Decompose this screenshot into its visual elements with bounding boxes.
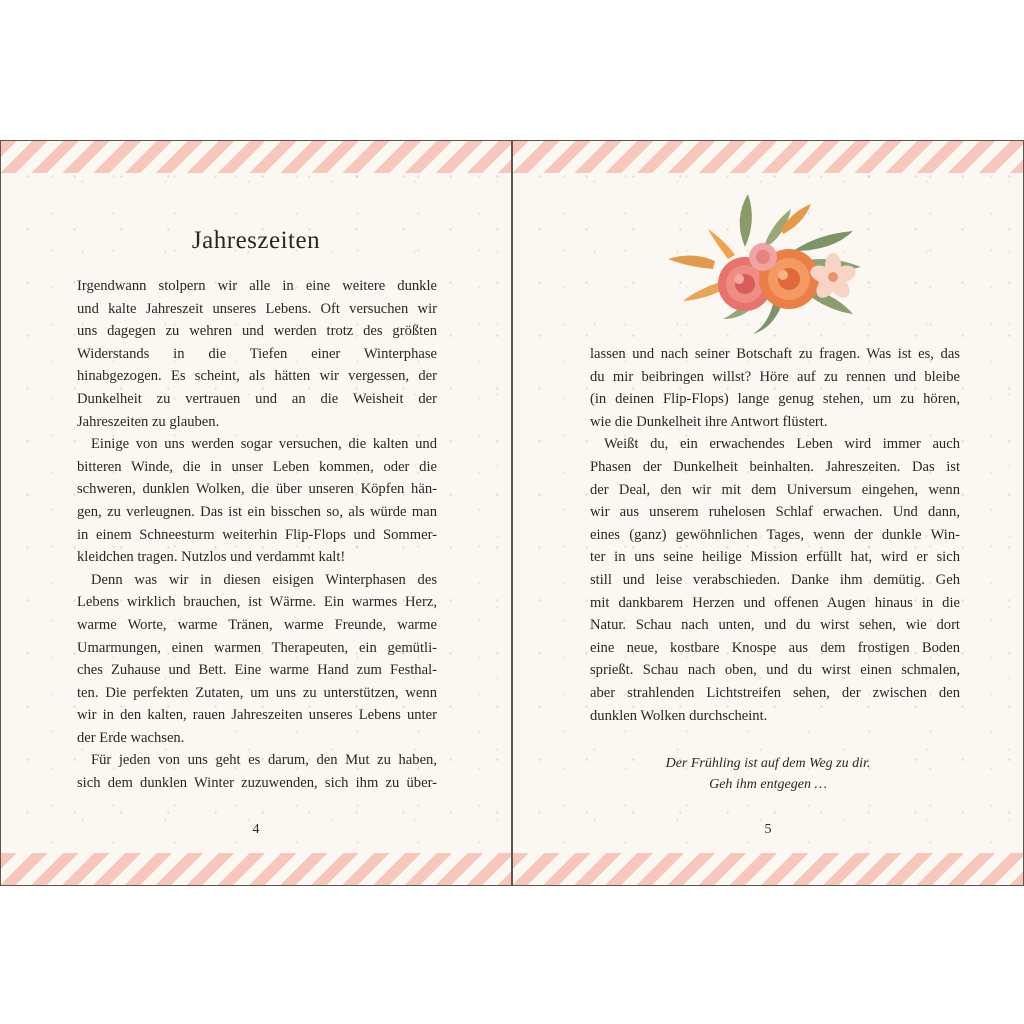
text-line: (in deinen Flip-Flops) lange genug stehen, um zu hören,	[590, 391, 960, 408]
text-line: ten. Die perfekten Zutaten, um uns zu unterstützen, wenn	[77, 684, 437, 701]
left-body-text	[77, 275, 437, 795]
text-line: eine neue, kostbare Knospe aus dem frostigen Boden	[590, 639, 960, 656]
text-line: Dunkelheit zu vertrauen und an die Weisheit der	[77, 390, 437, 407]
text-line: Phasen der Dunkelheit beinhalten. Jahreszeiten. Das ist	[590, 458, 960, 475]
text-line: ter in uns seine heilige Mission erfüllt hat, wird er sich	[590, 549, 960, 566]
text-line: ches Zuhause und Bett. Eine warme Hand zum Festhal-	[77, 662, 437, 679]
text-line: eines (ganz) gewöhnlichen Tages, wenn der dunkle Win-	[590, 526, 960, 543]
text-line: Einige von uns werden sogar versuchen, die kalten und	[91, 436, 437, 453]
flower-bouquet-icon	[653, 189, 893, 339]
text-line: wir aus unserem ruhelosen Schlaf erwachen. Und dann,	[590, 504, 960, 521]
text-line: kleidchen tragen. Nutzlos und verdammt kalt!	[77, 549, 346, 566]
text-line: schweren, dunklen Wolken, die über unseren Köpfen hän-	[77, 481, 437, 498]
top-stripe-border	[513, 141, 1023, 173]
bottom-stripe-border	[513, 853, 1023, 885]
right-page	[512, 140, 1024, 886]
text-line: in einem Schneesturm weiterhin Flip-Flops und Sommer-	[77, 526, 437, 543]
paragraph	[590, 343, 960, 433]
text-line: still und leise verabschieden. Danke ihm demütig. Geh	[590, 571, 960, 588]
text-line: mit dankbarem Herzen und offenen Augen hinaus in die	[590, 594, 960, 611]
text-line: aber strahlenden Lichtstreifen sehen, der zwischen den	[590, 684, 960, 701]
text-line: Weißt du, ein erwachendes Leben wird immer auch	[604, 436, 960, 453]
text-line: dunklen Wolken durchscheint.	[590, 707, 768, 724]
text-line: wir in den kalten, rauen Jahreszeiten unseres Lebens unter	[77, 707, 437, 724]
text-line: Irgendwann stolpern wir alle in eine weitere dunkle	[77, 278, 437, 294]
text-line: wie die Dunkelheit ihre Antwort flüstert.	[590, 413, 828, 430]
text-line: warme Worte, warme Tränen, warme Freunde, warme	[77, 616, 437, 633]
text-line: Denn was wir in diesen eisigen Winterphasen des	[91, 571, 437, 588]
text-line: der Deal, den wir mit dem Universum eingehen, wenn	[590, 481, 960, 498]
text-line: Für jeden von uns geht es darum, den Mut zu haben,	[91, 752, 437, 769]
text-line: Lebens wirklich brauchen, ist Wärme. Ein warmes Herz,	[77, 594, 437, 611]
text-line: Widerstands in die Tiefen einer Winterphase	[77, 345, 437, 362]
page-number: 4	[252, 822, 260, 837]
text-line: der Erde wachsen.	[77, 729, 185, 746]
text-line: Jahreszeiten zu glauben.	[77, 413, 220, 430]
top-stripe-border	[1, 141, 511, 173]
right-body-text	[590, 343, 960, 727]
chapter-title: Jahreszeiten	[191, 227, 321, 254]
paragraph	[590, 433, 960, 727]
paragraph	[77, 569, 437, 750]
quote-line: Der Frühling ist auf dem Weg zu dir.	[665, 756, 871, 771]
text-line: und kalte Jahreszeit unseres Lebens. Oft versuchen wir	[77, 300, 437, 317]
left-page	[0, 140, 512, 886]
text-line: hinabgezogen. Es scheint, als hätten wir vergessen, der	[77, 368, 437, 385]
text-line: lassen und nach seiner Botschaft zu fragen. Was ist es, das	[590, 346, 960, 362]
text-line: gen, zu verleugnen. Das ist ein bisschen so, als würde man	[77, 503, 437, 520]
text-line: sprießt. Schau nach oben, und du wirst einen schmalen,	[590, 662, 960, 679]
text-line: Natur. Schau nach unten, und du wirst sehen, wie dort	[590, 617, 960, 634]
page-number: 5	[764, 822, 772, 837]
text-line: Umarmungen, einen warmen Therapeuten, ein gemütli-	[77, 639, 437, 656]
text-line: bitteren Winde, die in unser Leben kommen, oder die	[77, 458, 437, 475]
book-spread	[0, 140, 1024, 886]
text-line: sich dem dunklen Winter zuzuwenden, sich ihm zu über-	[77, 775, 437, 792]
bottom-stripe-border	[1, 853, 511, 885]
closing-quote	[513, 753, 1023, 795]
text-line: uns dagegen zu wehren und werden trotz des größten	[77, 323, 437, 340]
paragraph	[77, 433, 437, 569]
text-line: du mir beibringen willst? Höre auf zu rennen und bleibe	[590, 368, 960, 385]
paragraph	[77, 275, 437, 433]
quote-line: Geh ihm entgegen …	[709, 777, 827, 792]
paragraph	[77, 749, 437, 794]
